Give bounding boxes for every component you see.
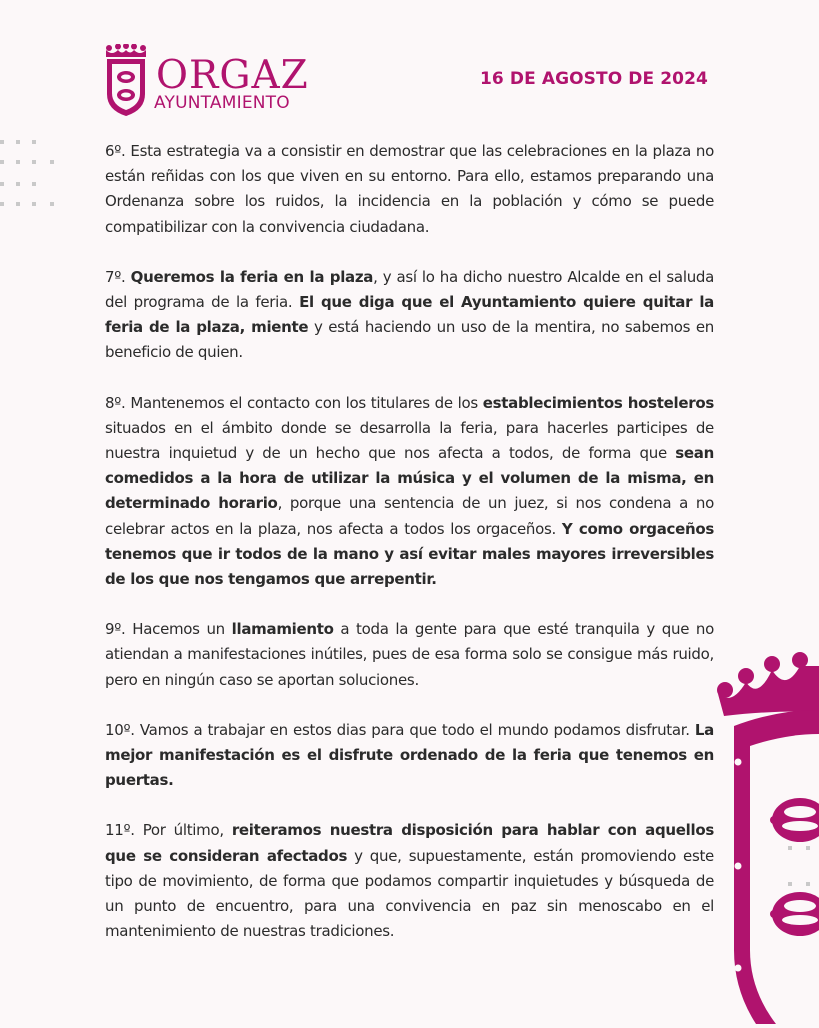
coat-of-arms-watermark-icon — [716, 650, 819, 1028]
text-segment: 11º. Por último, — [105, 821, 232, 840]
text-segment: , y así lo ha dicho nuestro Alcalde en el saluda del programa de la feria. — [105, 267, 715, 312]
text-segment: , porque una sentencia de un juez, si nos condena a no celebrar actos en la plaza, nos afecta a todos los orgaceños. — [105, 494, 715, 538]
text-segment: 8º. Mantenemos el contacto con los titulares de los — [105, 393, 483, 412]
paragraph-10 — [105, 718, 714, 794]
text-segment: a toda la gente para que esté tranquila y que no atiendan a manifestaciones inútiles, pues de esa forma solo se consigue más ruido, pero en ningún caso se aportan soluciones. — [105, 620, 714, 689]
bold-text-segment: sean comedidos a la hora de utilizar la música y el volumen de la misma, en determinado horario — [105, 444, 714, 513]
paragraph-8 — [105, 391, 714, 593]
bold-text-segment: El que diga que el Ayuntamiento quiere quitar la feria de la plaza, miente — [105, 293, 715, 337]
document-date: 16 DE AGOSTO DE 2024 — [480, 69, 708, 89]
page-header — [0, 0, 819, 130]
bold-text-segment: establecimientos hosteleros — [482, 393, 714, 412]
text-segment: 9º. Hacemos un — [105, 620, 232, 639]
bold-text-segment: La mejor manifestación es el disfrute ordenado de la feria que tenemos en puertas. — [105, 720, 714, 790]
bold-text-segment: Y como orgaceños tenemos que ir todos de la mano y así evitar males mayores irreversibles de los que nos tengamos que arrepentir. — [105, 519, 714, 589]
text-segment: situados en el ámbito donde se desarrolla la feria, para hacerles participes de nuestra inquietud y de un hecho que nos afecta a todos, de forma que — [105, 418, 714, 463]
paragraph-7 — [105, 265, 714, 366]
text-segment: 7º. — [105, 267, 131, 286]
dot-grid-icon — [0, 138, 60, 212]
text-segment: y está haciendo un uso de la mentira, no sabemos en beneficio de quien. — [105, 318, 714, 362]
text-segment: 6º. Esta estrategia va a consistir en demostrar que las celebraciones en la plaza no están reñidas con los que viven en su entorno. Para ello, estamos preparando una Ordenanza sobre los ruidos, la incidencia en la población y cómo se puede compatibilizar con la convivencia ciudadana. — [105, 142, 714, 236]
paragraph-6 — [105, 139, 714, 240]
document-body — [105, 139, 714, 969]
bold-text-segment: llamamiento — [231, 620, 334, 639]
text-segment: 10º. Vamos a trabajar en estos dias para que todo el mundo podamos disfrutar. — [105, 720, 695, 739]
bold-text-segment: Queremos la feria en la plaza — [130, 267, 374, 286]
text-segment: y que, supuestamente, están promoviendo este tipo de movimiento, de forma que podamos compartir inquietudes y búsqueda de un punto de encuentro, para una convivencia en paz sin menoscabo en el mantenimiento de nuestras tradiciones. — [105, 846, 714, 941]
brand-name: ORGAZ — [156, 53, 309, 98]
coat-of-arms-logo-icon — [104, 44, 148, 122]
bold-text-segment: reiteramos nuestra disposición para hablar con aquellos que se consideran afectados — [105, 821, 714, 865]
brand-subtitle: AYUNTAMIENTO — [154, 93, 290, 113]
paragraph-9 — [105, 617, 714, 693]
paragraph-11 — [105, 818, 714, 944]
